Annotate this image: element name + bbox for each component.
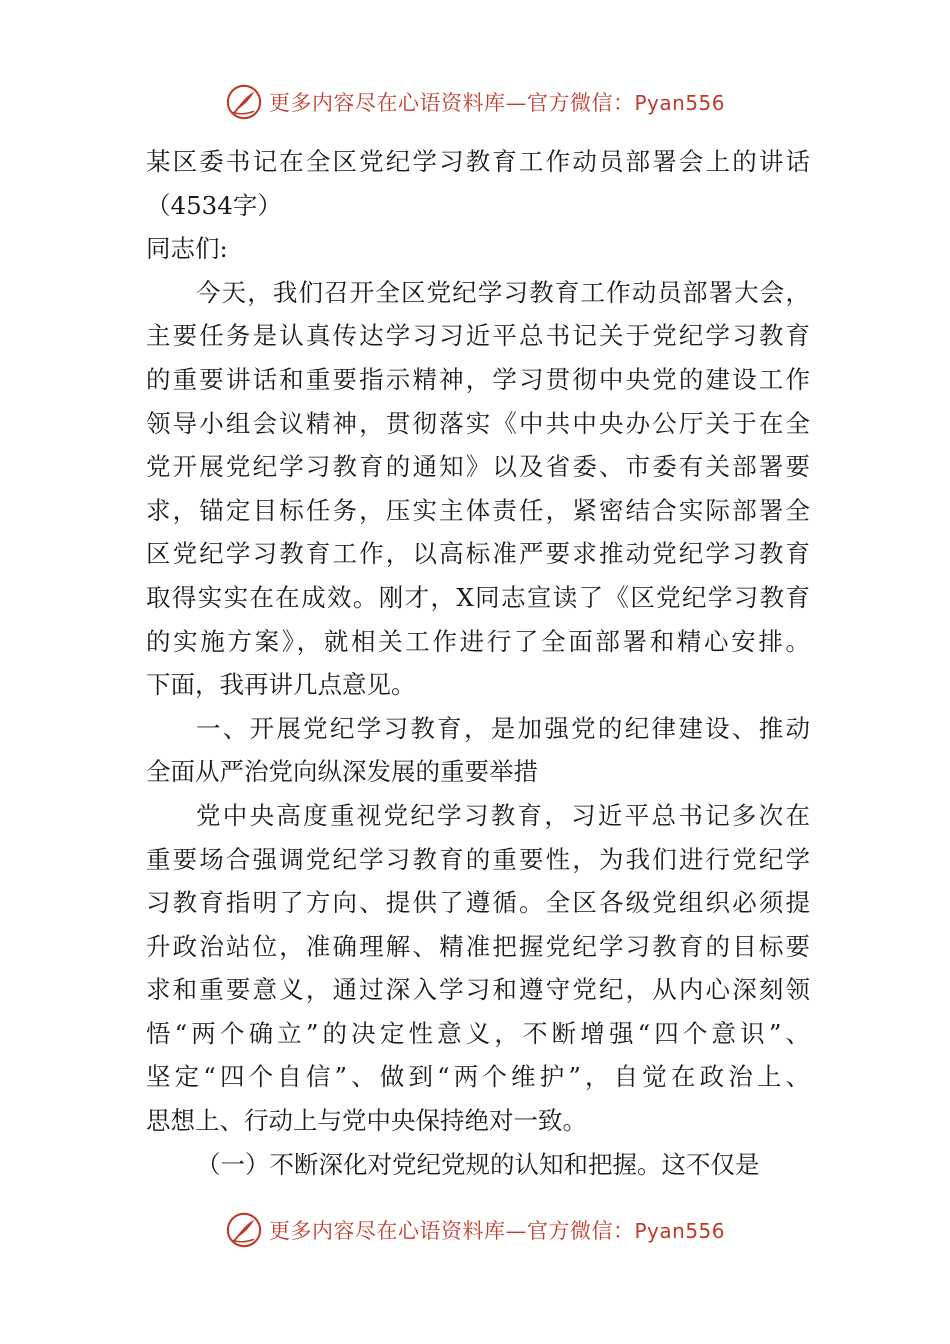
document-body (146, 140, 810, 1186)
paragraph-4-line: （一）不断深化对党纪党规的认知和把握。这不仅是 (196, 1149, 760, 1179)
paragraph-3-line: 党中央高度重视党纪学习教育，习近平总书记多次在 (196, 800, 810, 830)
watermark-text: 更多内容尽在心语资料库—官方微信：Pyan556 (268, 91, 725, 115)
paragraphs-container (146, 271, 810, 1186)
paragraph-3-line: 求和重要意义，通过深入学习和遵守党纪，从内心深刻领 (146, 975, 810, 1005)
watermark-banner-bottom (0, 1208, 950, 1252)
paragraph-3-line: 坚定“四个自信”、做到“两个维护”，自觉在政治上、 (146, 1062, 810, 1092)
paragraph-1-line: 领导小组会议精神，贯彻落实《中共中央办公厅关于在全 (146, 408, 810, 438)
document-title-line-2: （4534字） (146, 190, 282, 220)
paragraph-3-line: 悟“两个确立”的决定性意义，不断增强“四个意识”、 (146, 1018, 810, 1048)
paragraph-2-line: 全面从严治党向纵深发展的重要举措 (146, 757, 538, 787)
paragraph-1-line: 主要任务是认真传达学习习近平总书记关于党纪学习教育 (146, 321, 810, 351)
paragraph-1-line: 区党纪学习教育工作，以高标准严要求推动党纪学习教育 (146, 539, 810, 569)
quill-logo-icon (225, 1211, 263, 1249)
paragraph-1-line: 党开展党纪学习教育的通知》以及省委、市委有关部署要 (146, 452, 810, 482)
paragraph-1-line: 求，锚定目标任务，压实主体责任，紧密结合实际部署全 (146, 495, 810, 525)
paragraph-3-line: 思想上、行动上与党中央保持绝对一致。 (146, 1106, 587, 1136)
watermark-id: Pyan556 (634, 91, 725, 115)
quill-logo-icon (225, 83, 263, 121)
watermark-text: 更多内容尽在心语资料库—官方微信：Pyan556 (268, 1219, 725, 1243)
paragraph-3-line: 重要场合强调党纪学习教育的重要性，为我们进行党纪学 (146, 844, 810, 874)
salutation: 同志们: (146, 234, 228, 264)
watermark-banner-top (0, 80, 950, 124)
paragraph-1-line: 下面，我再讲几点意见。 (146, 670, 416, 700)
paragraph-3-line: 习教育指明了方向、提供了遵循。全区各级党组织必须提 (146, 888, 810, 918)
paragraph-1-line: 的重要讲话和重要指示精神，学习贯彻中央党的建设工作 (146, 364, 810, 394)
paragraph-1-line: 今天，我们召开全区党纪学习教育工作动员部署大会， (196, 277, 810, 307)
document-title-line-1: 某区委书记在全区党纪学习教育工作动员部署会上的讲话 (146, 147, 810, 176)
paragraph-1-line: 取得实实在在成效。刚才，X同志宣读了《区党纪学习教育 (146, 582, 810, 612)
watermark-id: Pyan556 (634, 1219, 725, 1243)
paragraph-2-line: 一、开展党纪学习教育，是加强党的纪律建设、推动 (196, 713, 810, 743)
paragraph-3-line: 升政治站位，准确理解、精准把握党纪学习教育的目标要 (146, 931, 810, 961)
paragraph-1-line: 的实施方案》，就相关工作进行了全面部署和精心安排。 (146, 626, 810, 656)
